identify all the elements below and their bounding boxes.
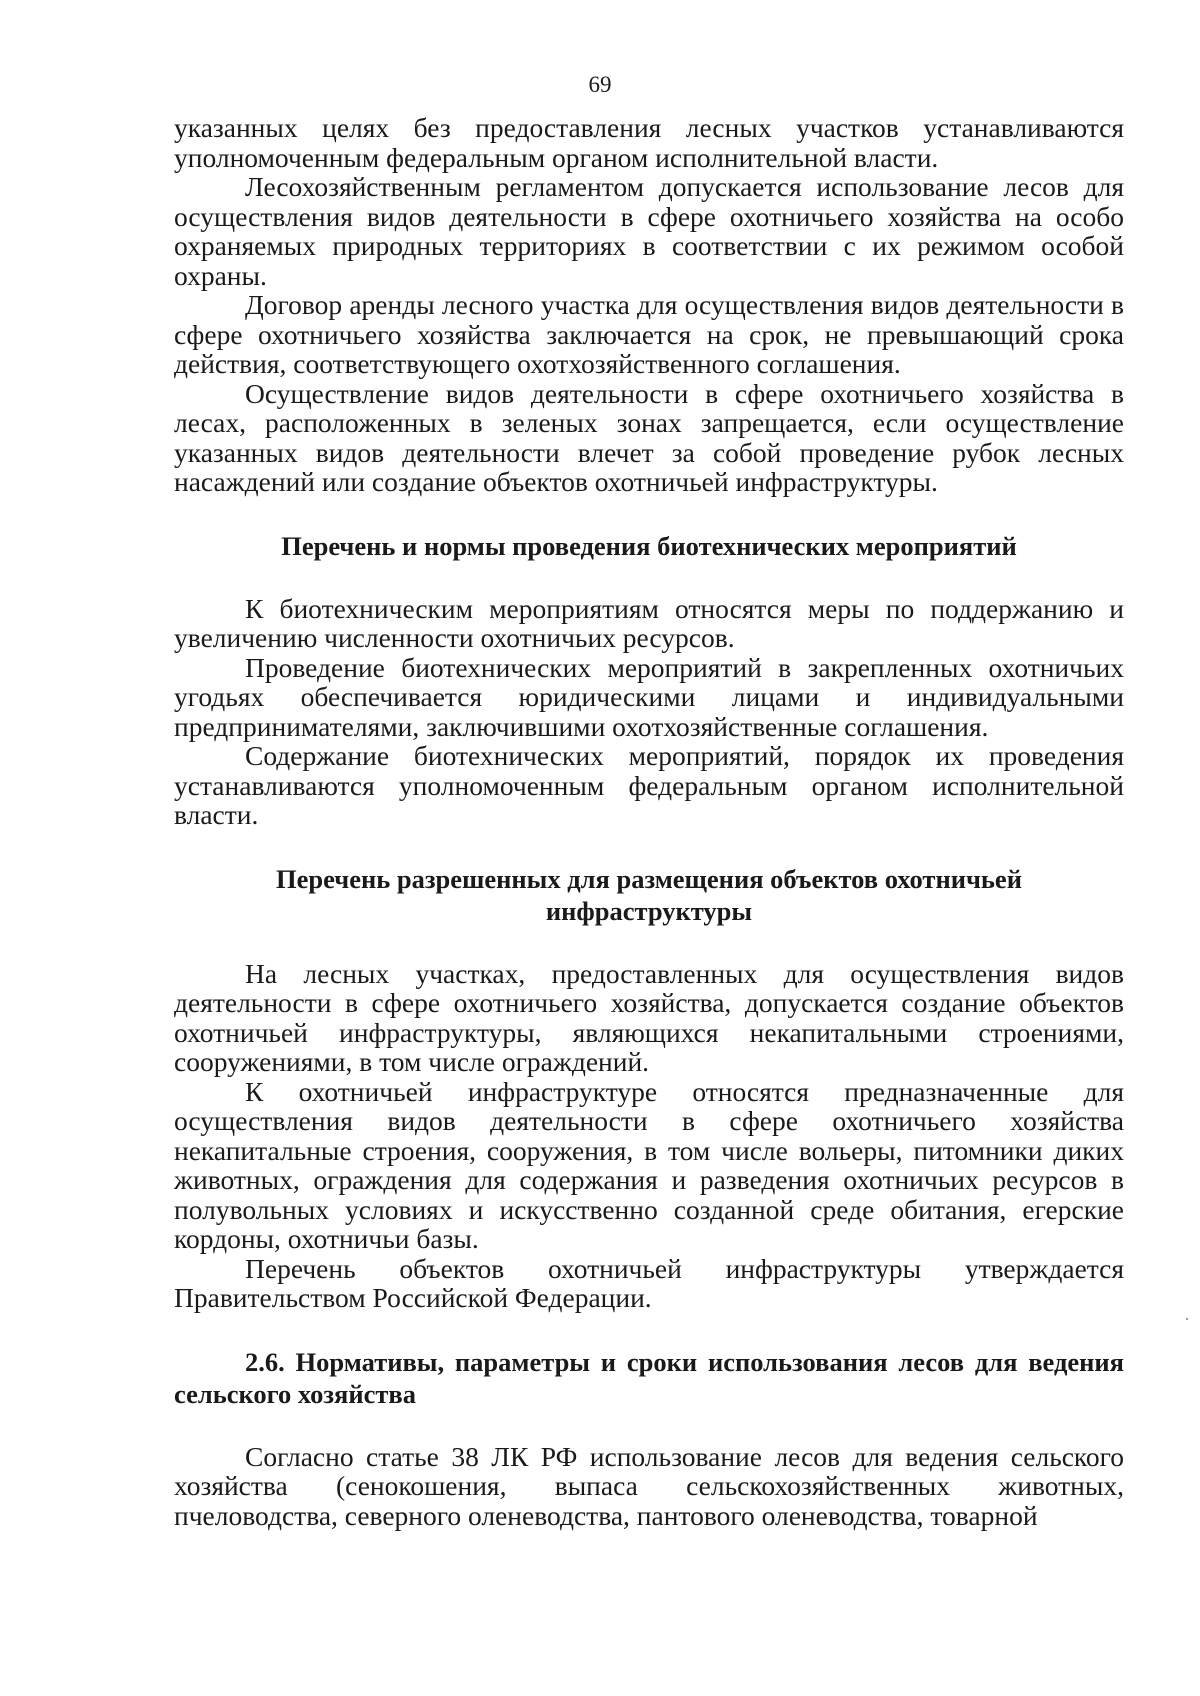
section-heading: Перечень и нормы проведения биотехнических мероприятий [281,530,1017,561]
page-number: 69 [588,72,612,97]
paragraph: Перечень объектов охотничьей инфраструктуры утверждается Правительством Российской Федерации. [174,1252,1124,1313]
document-body [174,113,1124,1530]
section-heading-numbered: 2.6. Нормативы, параметры и сроки использования лесов для ведения сельского хозяйства [174,1346,1124,1409]
spacer [174,1313,1124,1346]
paragraph: К охотничьей инфраструктуре относятся предназначенные для осуществления видов деятельности в сфере охотничьего хозяйства некапитальные строения, сооружения, в том числе вольеры, питомники диких животных, ограждения для содержания и разведения охотничьих ресурсов в полувольных условиях и искусственно созданной среде обитания, егерские кордоны, охотничьи базы. [174,1075,1124,1254]
spacer [174,1410,1124,1442]
paragraph: Проведение биотехнических мероприятий в закрепленных охотничьих угодьях обеспечивается юридическими лицами и индивидуальными предпринимателями, заключившими охотхозяйственные соглашения. [174,651,1124,742]
paragraph: Осуществление видов деятельности в сфере охотничьего хозяйства в лесах, расположенных в зеленых зонах запрещается, если осуществление указанных видов деятельности влечет за собой проведение рубок лесных насаждений или создание объектов охотничьей инфраструктуры. [174,377,1124,497]
paragraph: К биотехническим мероприятиям относятся меры по поддержанию и увеличению численности охотничьих ресурсов. [174,592,1124,653]
paragraph: Содержание биотехнических мероприятий, порядок их проведения устанавливаются уполномоченным федеральным органом исполнительной власти. [174,740,1124,830]
spacer [174,830,1124,863]
paragraph: На лесных участках, предоставленных для осуществления видов деятельности в сфере охотничьего хозяйства, допускается создание объектов охотничьей инфраструктуры, являющихся некапитальными строениями, сооружениями, в том числе ограждений. [174,957,1124,1077]
paragraph: Согласно статье 38 ЛК РФ использование лесов для ведения сельского хозяйства (сенокошения, выпаса сельскохозяйственных животных, пчеловодства, северного оленеводства, пантового оленеводства, товарной [174,1440,1124,1531]
spacer [174,562,1124,594]
paragraph: указанных целях без предоставления лесных участков устанавливаются уполномоченным федеральным органом исполнительной власти. [174,112,1124,173]
section-heading: Перечень разрешенных для размещения объектов охотничьей инфраструктуры [276,863,1022,926]
scan-speck [1186,1318,1188,1320]
paragraph: Лесохозяйственным регламентом допускается использование лесов для осуществления видов деятельности в сфере охотничьего хозяйства на особо охраняемых природных территориях в соответствии с их режимом особой охраны. [174,171,1124,291]
spacer [174,927,1124,959]
paragraph: Договор аренды лесного участка для осуществления видов деятельности в сфере охотничьего хозяйства заключается на срок, не превышающий срока действия, соответствующего охотхозяйственного соглашения. [174,289,1124,379]
spacer [174,497,1124,530]
